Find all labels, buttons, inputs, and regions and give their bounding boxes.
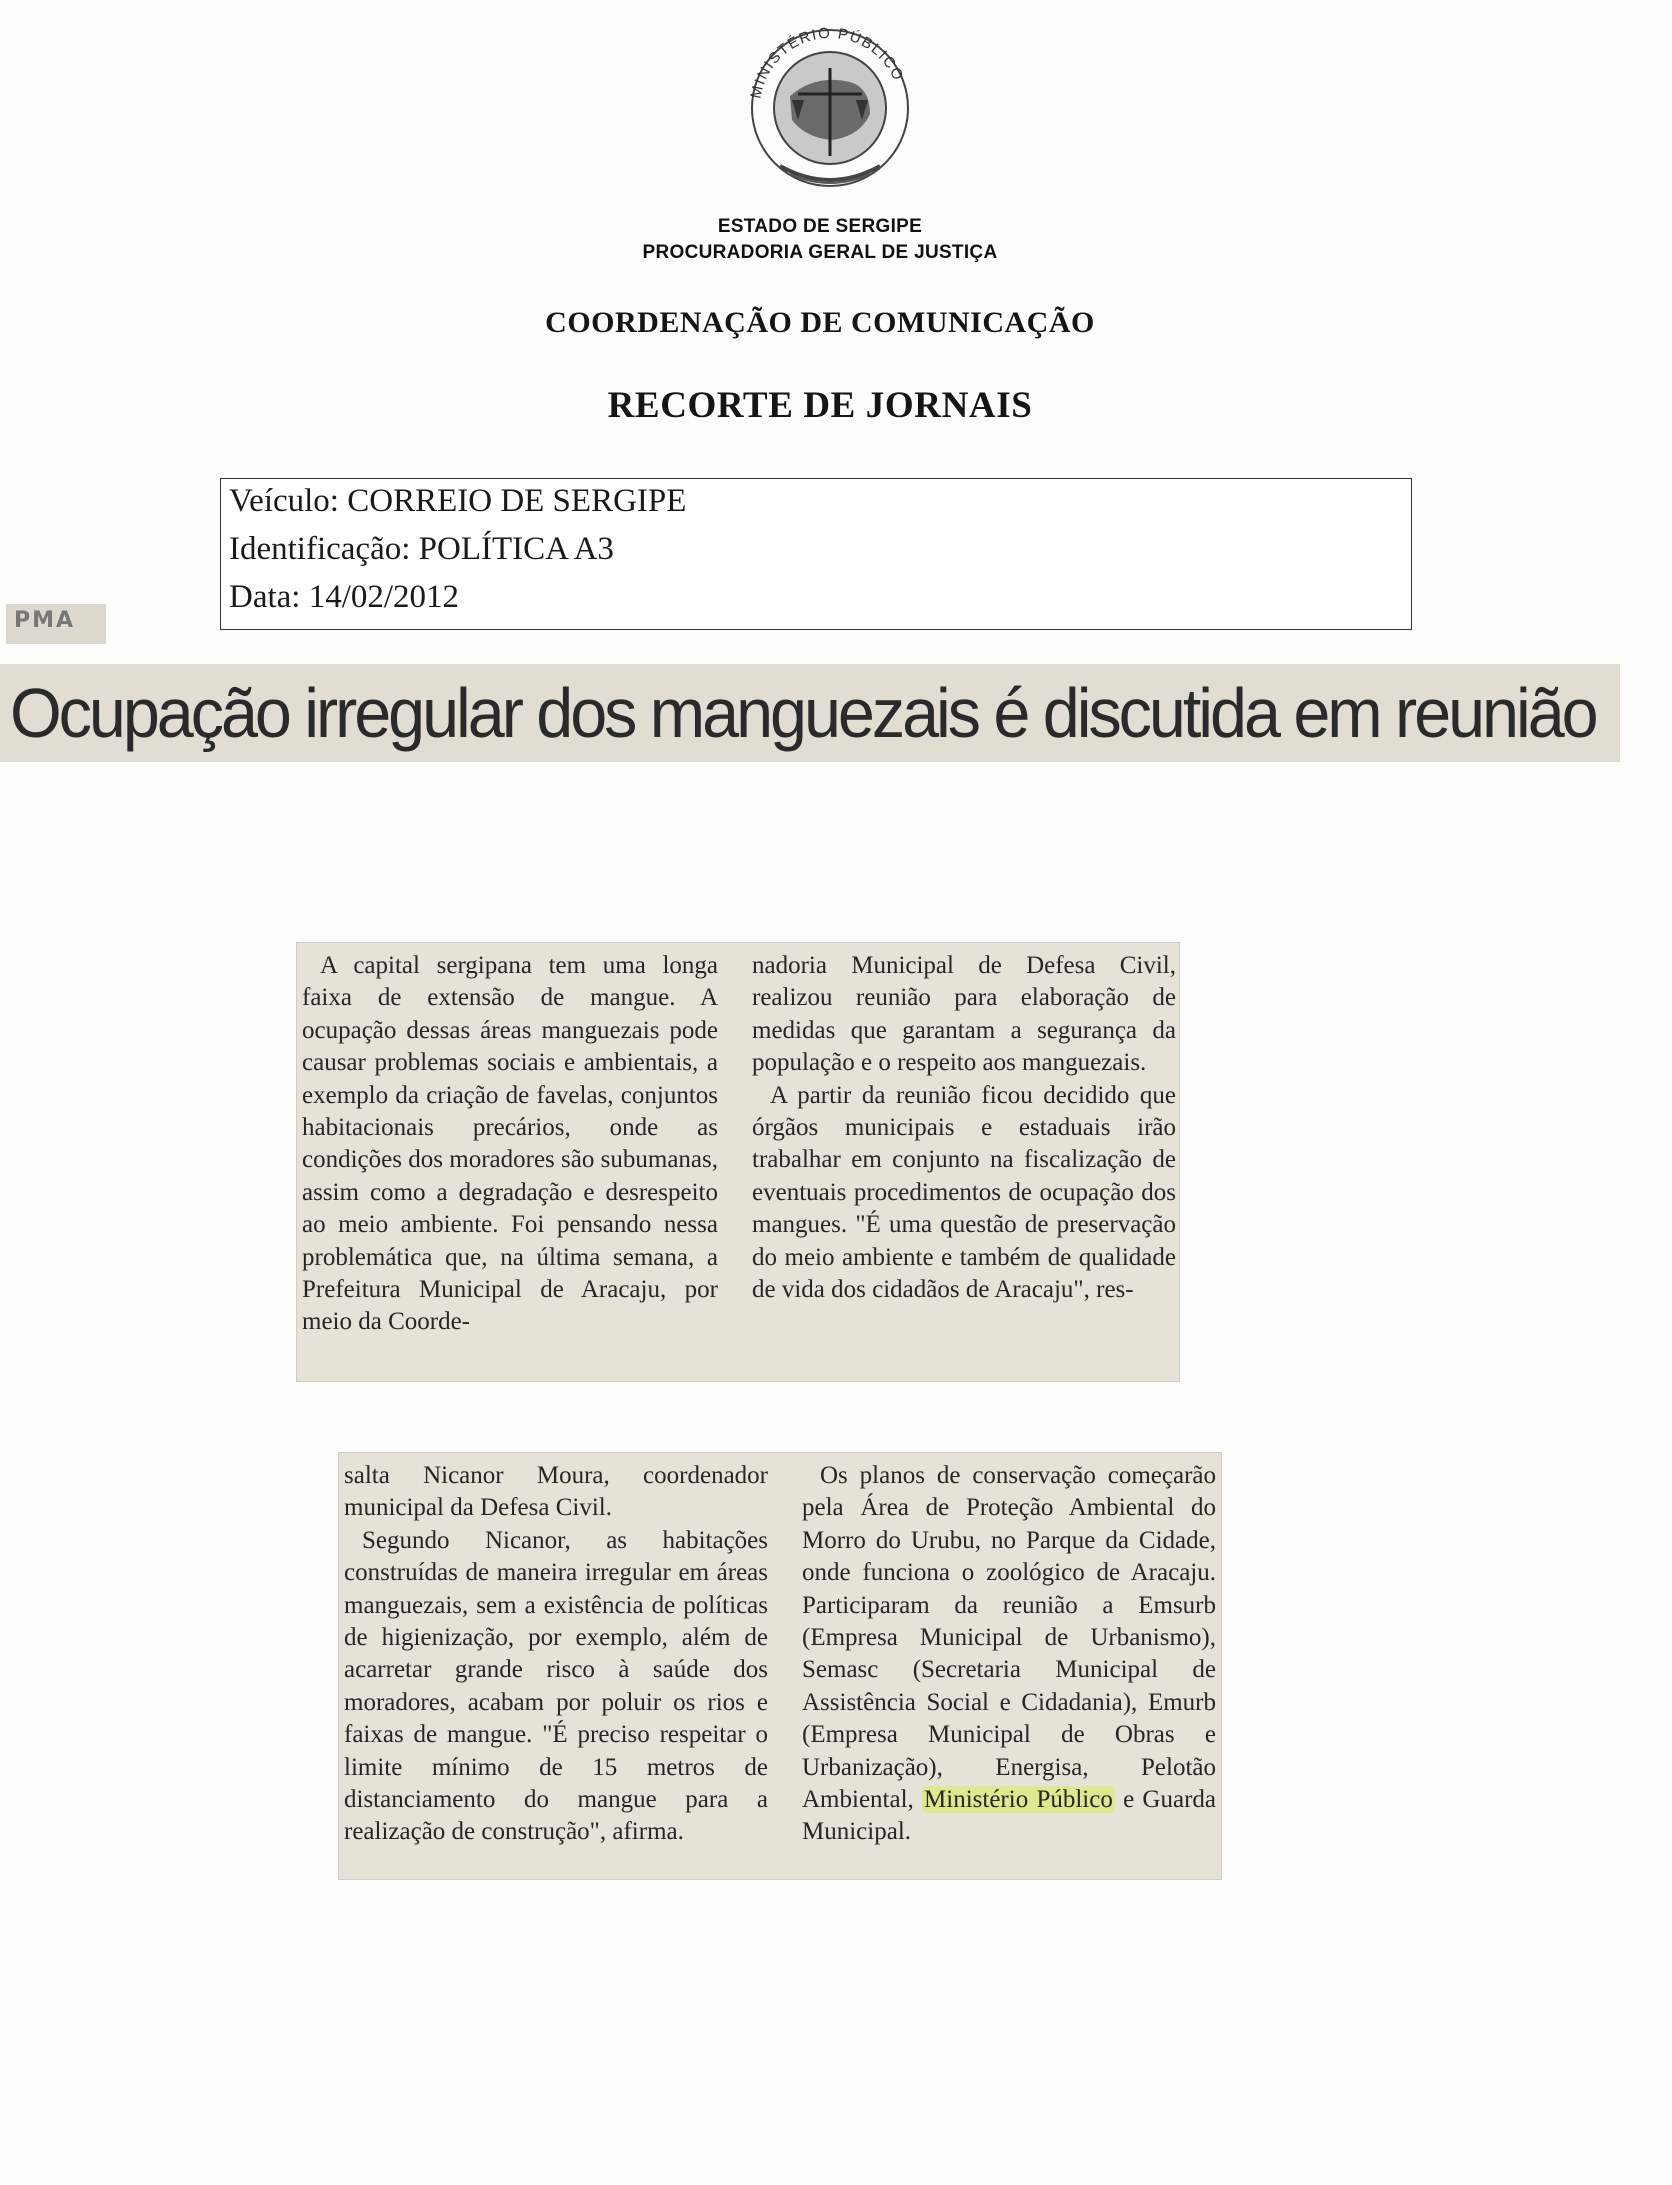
highlighted-ministerio-publico: Ministério Público <box>924 1786 1113 1814</box>
vehicle-line: Veículo: CORREIO DE SERGIPE <box>229 483 687 519</box>
article-paragraph <box>802 1460 1216 1849</box>
article-column-4 <box>802 1460 1216 1849</box>
section-title: RECORTE DE JORNAIS <box>607 385 1033 426</box>
headline: Ocupação irregular dos manguezais é discutida em reunião <box>10 674 1596 752</box>
state-name: ESTADO DE SERGIPE <box>717 216 923 237</box>
article-column-1 <box>302 950 718 1339</box>
article-paragraph: A partir da reunião ficou decidido que órgãos municipais e estaduais irão trabalhar em conjunto na fiscalização de eventuais procedimentos de ocupação dos mangues. "É uma questão de preservação do meio ambiente e também de qualidade de vida dos cidadãos de Aracaju", res- <box>752 1081 1176 1304</box>
article-clipping-top <box>296 942 1180 1382</box>
article-clipping-bottom <box>338 1452 1222 1880</box>
article-paragraph: nadoria Municipal de Defesa Civil, realizou reunião para elaboração de medidas que garantam a segurança da população e o respeito aos manguezais. <box>752 952 1176 1077</box>
article-text: e Guarda Municipal. <box>802 1786 1217 1846</box>
article-paragraph: A capital sergipana tem uma longa faixa de extensão de mangue. A ocupação dessas áreas manguezais pode causar problemas sociais e ambientais, a exemplo da criação de favelas, conjuntos habitacionais precários, onde as condições dos moradores são subumanas, assim como a degradação e desrespeito ao meio ambiente. Foi pensando nessa problemática que, na última semana, a Prefeitura Municipal de Aracaju, por meio da Coorde- <box>302 952 718 1336</box>
identification-line: Identificação: POLÍTICA A3 <box>229 531 614 567</box>
headline-clipping <box>0 664 1620 762</box>
article-paragraph: Segundo Nicanor, as habitações construídas de maneira irregular em áreas manguezais, sem a existência de políticas de higienização, por exemplo, além de acarretar grande risco à saúde dos moradores, acabam por poluir os rios e faixas de mangue. "É preciso respeitar o limite mínimo de 15 metros de distanciamento do mangue para a realização de construção", afirma. <box>344 1526 768 1846</box>
clipping-info-box <box>220 478 1412 630</box>
department-title: COORDENAÇÃO DE COMUNICAÇÃO <box>545 306 1095 339</box>
office-name: PROCURADORIA GERAL DE JUSTIÇA <box>642 242 998 263</box>
date-line: Data: 14/02/2012 <box>229 579 460 615</box>
pma-tag: PMA <box>6 604 106 644</box>
article-paragraph: salta Nicanor Moura, coordenador municipal da Defesa Civil. <box>344 1462 768 1522</box>
article-text: Os planos de conservação começarão pela Área de Proteção Ambiental do Morro do Urubu, no Parque da Cidade, onde funciona o zoológico de Aracaju. Participaram da reunião a Emsurb (Empresa Municipal de Urbanismo), Semasc (Secretaria Municipal de Assistência Social e Cidadania), Emurb (Empresa Municipal de Obras e Urbanização), Energisa, Pelotão Ambiental, <box>802 1462 1216 1814</box>
svg-text:MINISTÉRIO PÚBLICO: MINISTÉRIO PÚBLICO <box>747 24 908 101</box>
article-column-3 <box>344 1460 768 1849</box>
ministerio-publico-seal <box>720 16 940 201</box>
article-column-2 <box>752 950 1176 1306</box>
